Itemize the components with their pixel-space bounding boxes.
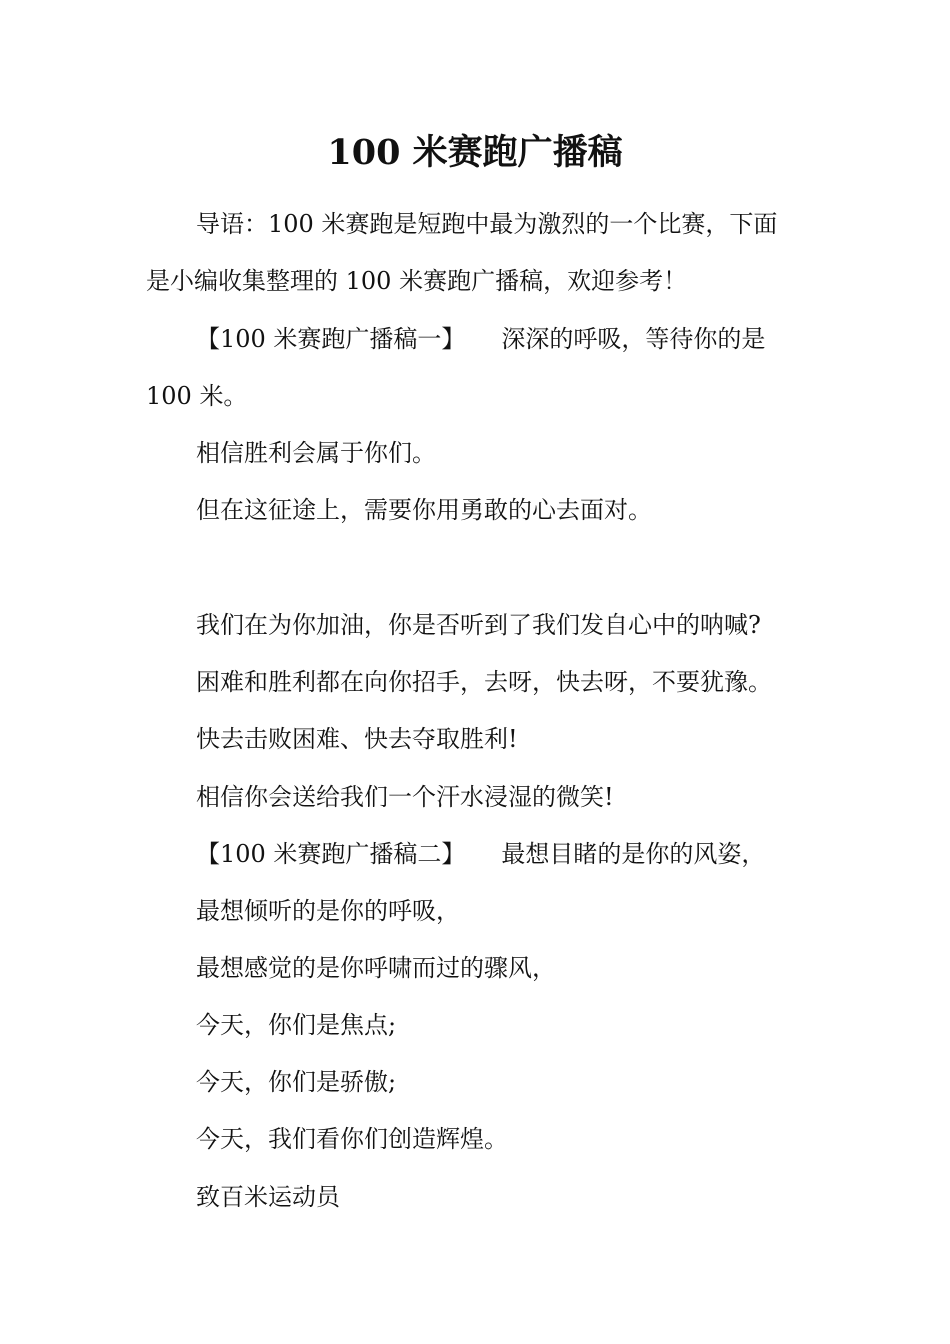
- paragraph-line: 今天，你们是骄傲;: [196, 1068, 397, 1096]
- paragraph-line: 今天，我们看你们创造辉煌。: [196, 1125, 508, 1153]
- paragraph-line: 100 米。: [146, 382, 248, 410]
- paragraph-line: 困难和胜利都在向你招手，去呀，快去呀，不要犹豫。: [196, 668, 772, 696]
- paragraph-line: 但在这征途上，需要你用勇敢的心去面对。: [196, 496, 652, 524]
- paragraph-line-intro-1: 导语：100 米赛跑是短跑中最为激烈的一个比赛，下面: [196, 210, 778, 238]
- paragraph-line: 我们在为你加油，你是否听到了我们发自心中的呐喊?: [196, 611, 761, 639]
- paragraph-line-intro-2: 是小编收集整理的 100 米赛跑广播稿，欢迎参考！: [146, 267, 688, 295]
- paragraph-line: 快去击败困难、快去夺取胜利!: [196, 725, 518, 753]
- section-heading-two: 【100 米赛跑广播稿二】 最想目睹的是你的风姿，: [196, 840, 766, 868]
- paragraph-line: 最想倾听的是你的呼吸，: [196, 897, 460, 925]
- document-title: 100 米赛跑广播稿: [327, 132, 623, 173]
- paragraph-line: 相信你会送给我们一个汗水浸湿的微笑!: [196, 783, 614, 811]
- paragraph-line: 致百米运动员: [196, 1183, 340, 1211]
- section-heading-one: 【100 米赛跑广播稿一】 深深的呼吸，等待你的是: [196, 325, 766, 353]
- paragraph-line: 今天，你们是焦点;: [196, 1011, 397, 1039]
- paragraph-line: 相信胜利会属于你们。: [196, 439, 436, 467]
- paragraph-line: 最想感觉的是你呼啸而过的骤风，: [196, 954, 556, 982]
